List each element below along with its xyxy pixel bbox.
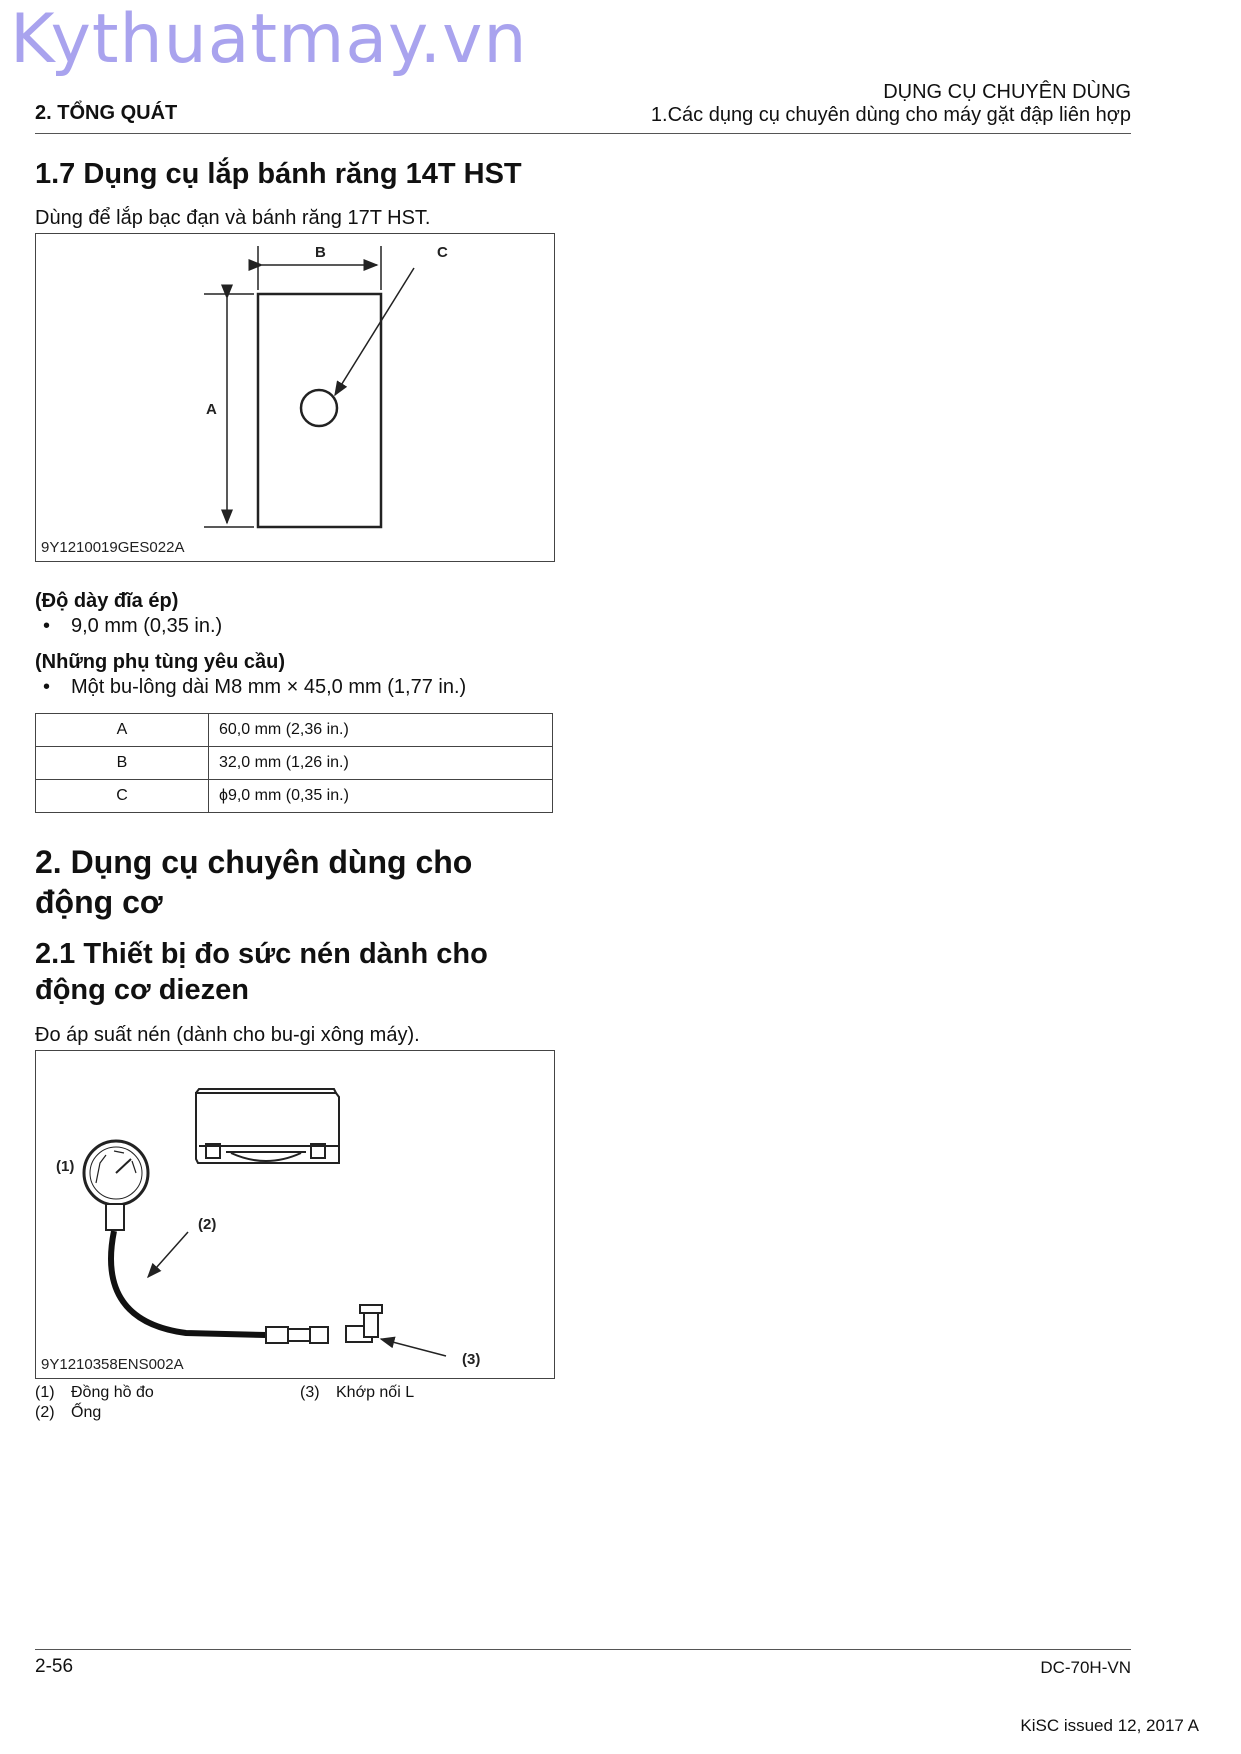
carrying-case [196, 1089, 339, 1163]
parts-value: Một bu-lông dài M8 mm × 45,0 mm (1,77 in.) [71, 676, 467, 698]
doc-code: DC-70H-VN [1040, 1658, 1131, 1677]
thickness-heading: (Độ dày đĩa ép) [35, 590, 179, 612]
thickness-value: 9,0 mm (0,35 in.) [71, 615, 223, 637]
section-2-1-title-line1: 2.1 Thiết bị đo sức nén dành cho [35, 938, 488, 970]
caption-1 [35, 1384, 154, 1402]
table-row [36, 714, 553, 747]
l-joint [346, 1305, 382, 1342]
compression-tester-drawing [36, 1051, 554, 1378]
caption-2 [35, 1404, 101, 1422]
dim-value: 60,0 mm (2,36 in.) [209, 714, 553, 747]
dim-value: 32,0 mm (1,26 in.) [209, 747, 553, 780]
parts-bullet: • Một bu-lông dài M8 mm × 45,0 mm (1,77 in.) [43, 676, 467, 698]
page-number: 2-56 [35, 1656, 74, 1677]
caption-text: Khớp nối L [336, 1384, 415, 1401]
label-3: (3) [462, 1351, 481, 1368]
label-b: B [315, 244, 326, 261]
pressure-gauge [84, 1141, 148, 1230]
thickness-bullet: • 9,0 mm (0,35 in.) [43, 615, 223, 637]
hose-coupling [266, 1327, 328, 1343]
label-c: C [437, 244, 448, 261]
dim-key: C [36, 780, 209, 813]
caption-text: Ống [71, 1404, 102, 1421]
dim-key: A [36, 714, 209, 747]
section-2-title-line1: 2. Dụng cụ chuyên dùng cho [35, 844, 473, 880]
header-section-title: DỤNG CỤ CHUYÊN DÙNG [883, 81, 1131, 103]
table-row [36, 747, 553, 780]
header-rule [35, 133, 1131, 134]
figure-gear-installer [35, 233, 555, 562]
section-2-title-line2: động cơ [35, 884, 163, 920]
section-2-title [35, 842, 472, 922]
tool-body [258, 294, 381, 527]
parts-heading: (Những phụ tùng yêu cầu) [35, 651, 286, 673]
section-1-7-title: 1.7 Dụng cụ lắp bánh răng 14T HST [35, 158, 522, 190]
hose [111, 1231, 266, 1335]
section-2-1-title [35, 936, 488, 1008]
dim-value: ϕ9,0 mm (0,35 in.) [209, 780, 553, 813]
header-subsection-title: 1.Các dụng cụ chuyên dùng cho máy gặt đập liên hợp [650, 104, 1131, 126]
watermark: Kythuatmay.vn [10, 0, 528, 79]
section-1-7-description: Dùng để lắp bạc đạn và bánh răng 17T HST. [35, 207, 431, 229]
header-chapter: 2. TỔNG QUÁT [35, 102, 178, 124]
tool-hole [301, 390, 337, 426]
label-2: (2) [198, 1216, 217, 1233]
issue-note: KiSC issued 12, 2017 A [1020, 1716, 1199, 1735]
gear-installer-drawing [36, 234, 554, 561]
label-a: A [206, 401, 217, 418]
figure-code: 9Y1210358ENS002A [41, 1356, 184, 1373]
figure-code: 9Y1210019GES022A [41, 539, 185, 556]
caption-text: Đồng hồ đo [71, 1384, 154, 1401]
caption-number: (1) [35, 1384, 55, 1401]
footer-rule [35, 1649, 1131, 1650]
section-2-1-title-line2: động cơ diezen [35, 974, 249, 1006]
table-row [36, 780, 553, 813]
caption-3 [300, 1384, 414, 1402]
dim-key: B [36, 747, 209, 780]
section-2-1-description: Đo áp suất nén (dành cho bu-gi xông máy). [35, 1024, 420, 1046]
caption-number: (2) [35, 1404, 55, 1421]
caption-number: (3) [300, 1384, 320, 1401]
figure-compression-tester [35, 1050, 555, 1379]
label-1: (1) [56, 1158, 75, 1175]
dimension-table [35, 713, 553, 813]
